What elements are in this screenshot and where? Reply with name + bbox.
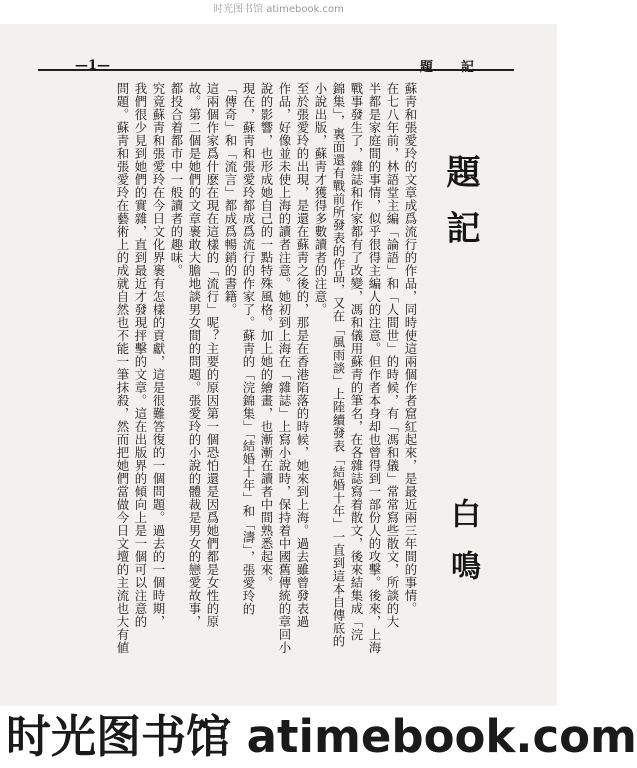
text-column: 故。第二個是她們的文章裹敢大膽地談男女間的問題。張愛玲的小說的體裁是男女的戀愛故事， — [187, 82, 202, 628]
text-column: 究竟蘇靑和張愛玲在今日文化界裹有怎樣的貢獻，這是很難答復的一個問題。過去的一個時期， — [151, 82, 166, 628]
header-rule — [38, 69, 514, 71]
essay-title: 題記 — [440, 154, 480, 266]
text-column: 我們很少見到她們的實雜，直到最近才發現抨擊的文章。這在出版界的傾向上是一個可以注意的 — [133, 82, 148, 628]
page-number: —1— — [75, 58, 111, 73]
site-header: 时光图书馆 atimebook.com — [0, 0, 557, 24]
text-column: 都投合着都市中一般讀者的趣味。 — [169, 82, 184, 277]
text-column: 問題。蘇靑和張愛玲在藝術上的成就自然也不能一筆抹殺，然而把她們當做今日文壇的主流也大有値 — [115, 82, 130, 654]
text-column: 錦集」，裏面還有戰前所發表的作品，又在「風雨談」上陸續發表「結婚十年」一直到這本自傳底的 — [331, 82, 346, 648]
text-column: 作品，好像並未使上海的讀者注意。她初到上海在「雜誌」上寫小說時，保持着中國舊傳統的章回小 — [277, 82, 292, 654]
text-column: 戰事發生了，雜誌和作家都有了改變，馮和儀用蘇靑的筆名，在各雜誌寫着散文，後來結集成「浣 — [349, 82, 364, 641]
author-name: 白鳴 — [445, 498, 480, 602]
text-column: 至於張愛玲的出現，是還在蘇靑之後的，那是在香港陷落的時候，她來到上海。過去雖曾發表過 — [295, 82, 310, 628]
running-head: 題記 — [420, 60, 503, 75]
watermark: 时光图书馆 atimebook.com — [0, 706, 557, 768]
text-column: 在七八年前，林語堂主編「論語」和「人間世」的時候，有「馮和儀」常常寫些散文，所談的大 — [385, 82, 400, 628]
text-column: 這兩個作家爲什麽在現在這樣的「流行」呢？主要的原因第一個恐怕還是因爲她們都是女性的原 — [205, 82, 220, 628]
text-column: 現在，蘇靑和張愛玲都成爲流行的作家了。蘇靑的「浣錦集」「結婚十年」和「濤」，張愛玲的 — [241, 82, 256, 616]
text-column: 蘇靑和張愛玲的文章成爲流行的作品，同時使這兩個作者窟紅起來，是最近兩三年間的事情。 — [403, 82, 418, 615]
text-column: 說的影響，也形成她自己的一點特殊風格。加上她的繪畫，也漸漸在讀者中間熟悉起來。 — [259, 82, 274, 589]
text-column: 「傳奇」和「流言」都成爲暢銷的書籍。 — [223, 82, 238, 316]
text-column: 小說出版，蘇靑才獲得多數讀者的注意。 — [313, 82, 328, 316]
text-column: 半都是家庭間的事情，似乎很得主編人的注意。但作者本身却也曾得到一部份人的攻擊。後來，上海 — [367, 82, 382, 654]
